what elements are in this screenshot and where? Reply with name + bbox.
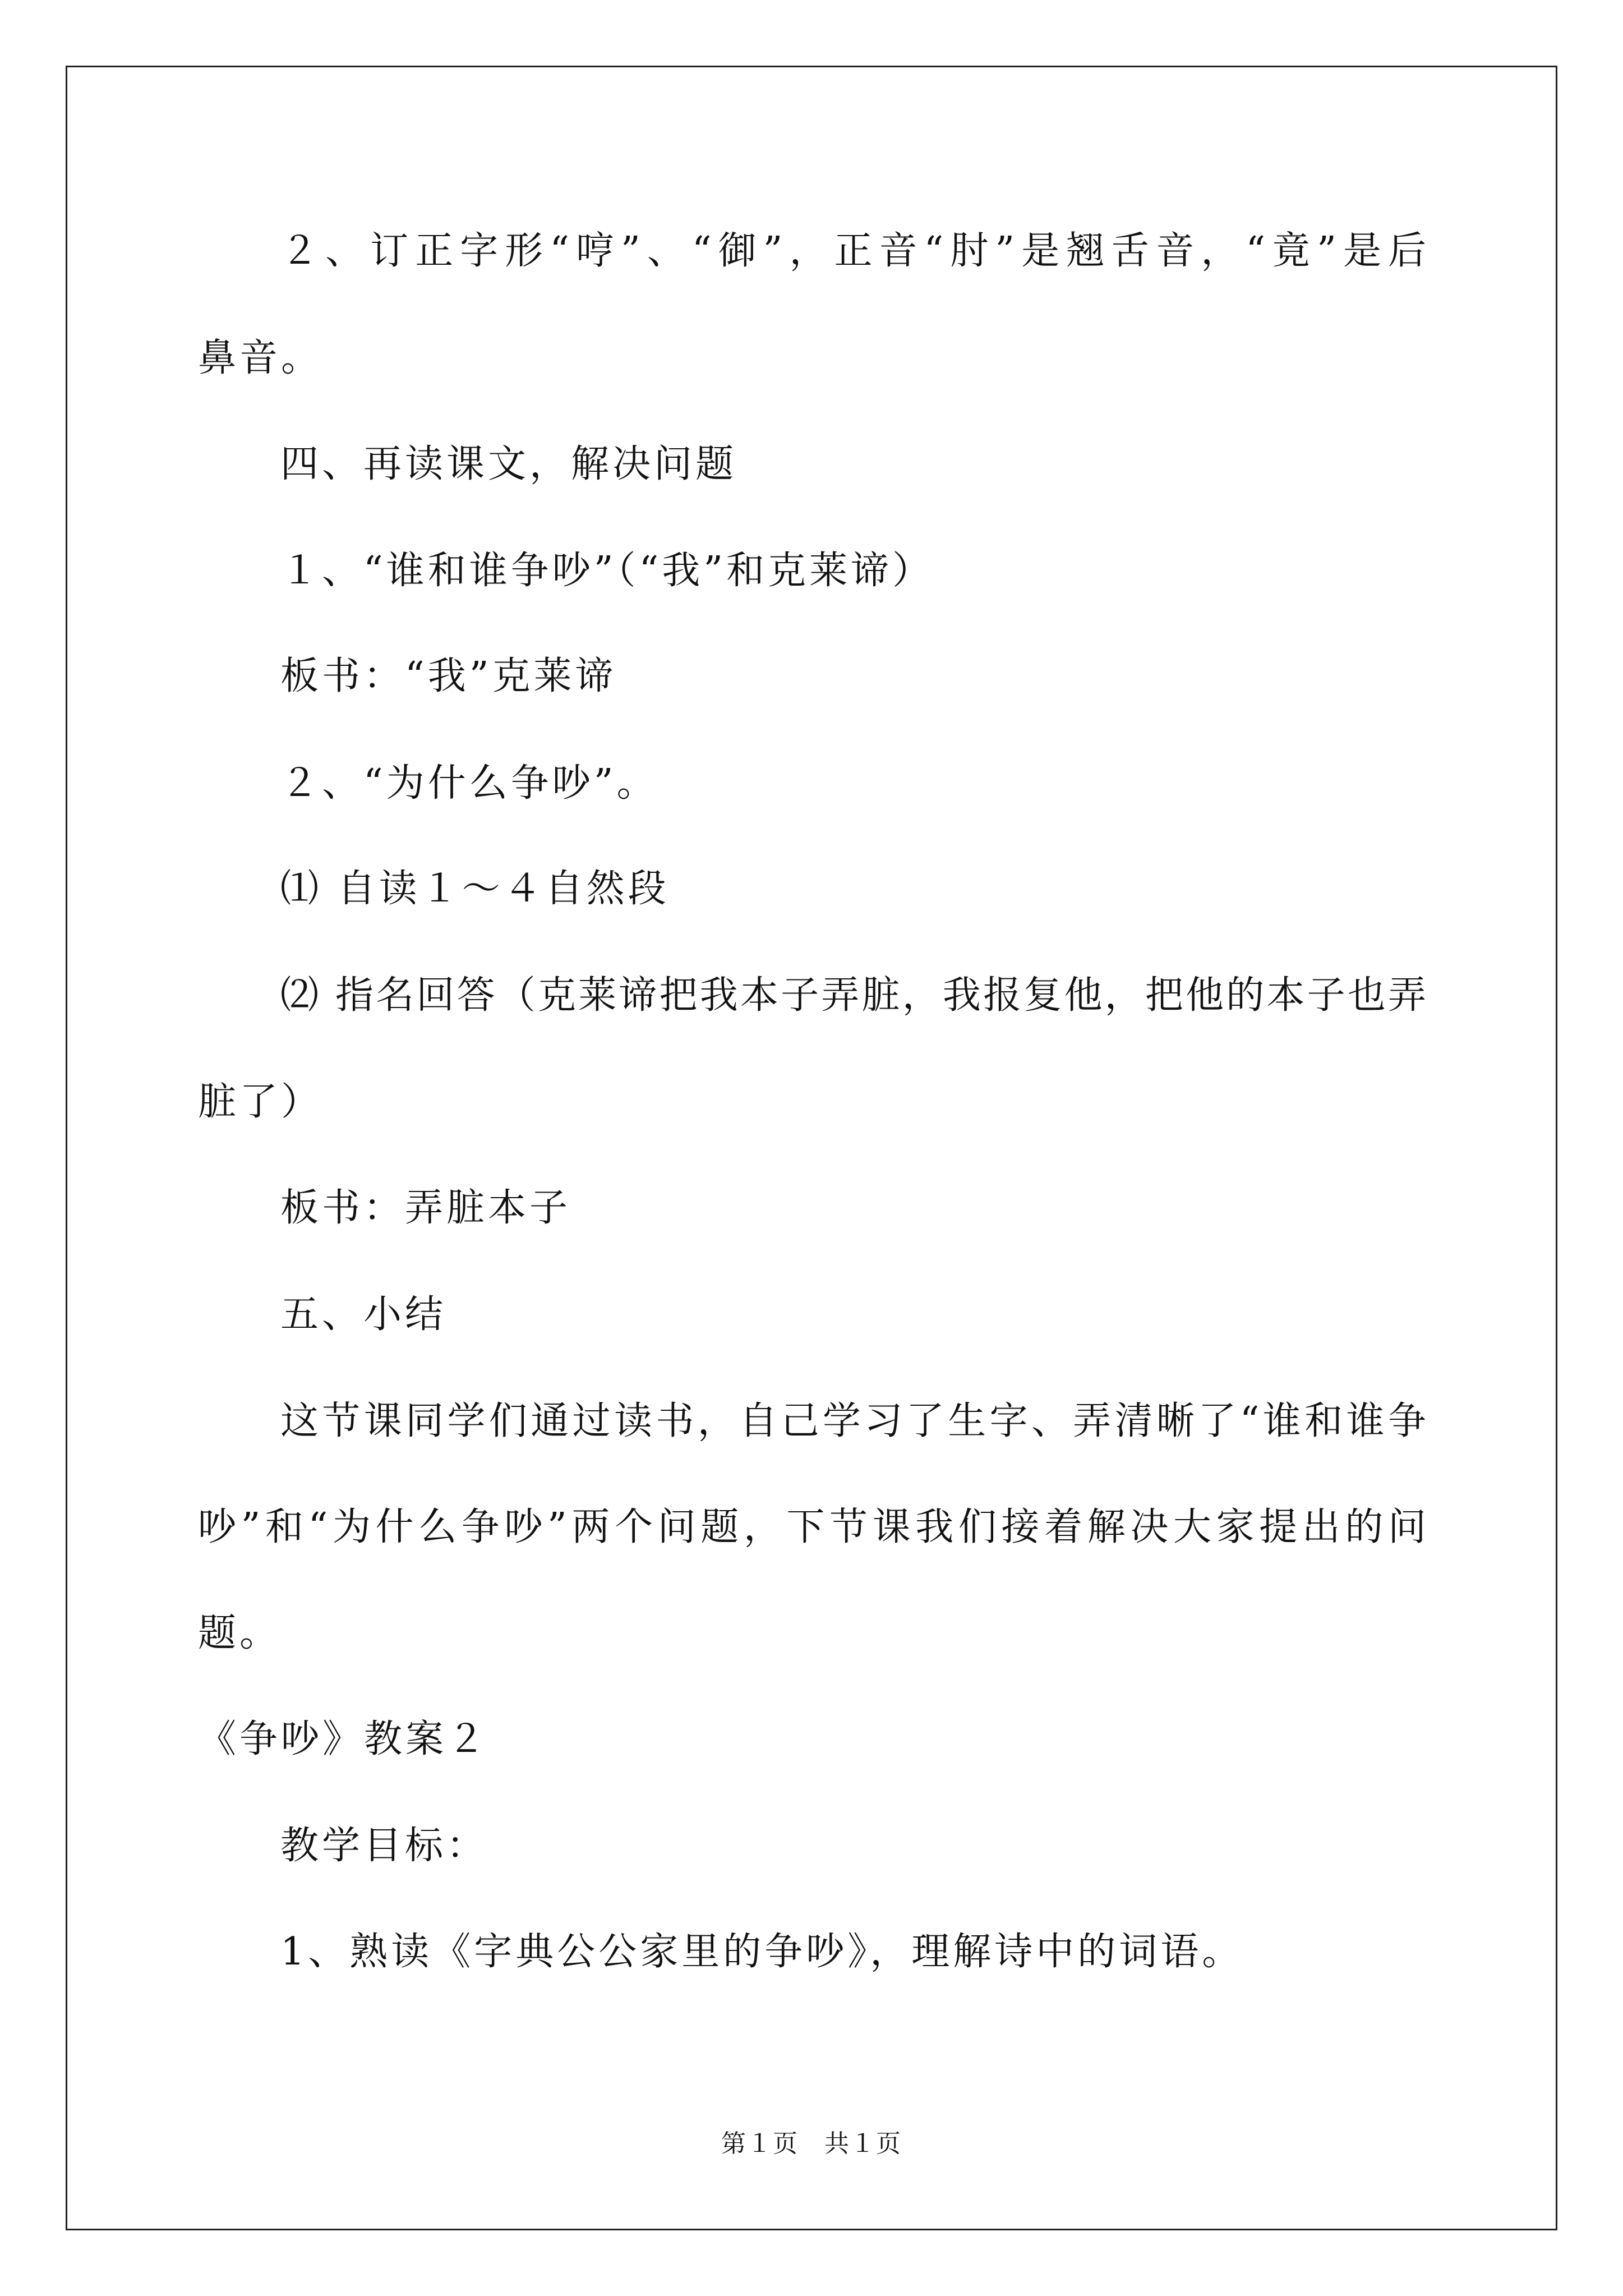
- page-footer: 第１页 共１页: [721, 2129, 902, 2158]
- paragraph-line: 脏了）: [198, 1080, 323, 1124]
- paragraph-line: 板书：“我”克莱谛: [280, 654, 617, 698]
- paragraph-line: 1、熟读《字典公公家里的争吵》，理解诗中的词语。: [280, 1930, 1244, 1974]
- page-border: [66, 66, 1557, 2230]
- paragraph-line: ２、“为什么争吵”。: [280, 761, 658, 806]
- paragraph-line: ⑴ 自读１～４自然段: [280, 867, 670, 911]
- section-heading: 五、小结: [280, 1292, 447, 1337]
- document-title: 《争吵》教案２: [198, 1717, 489, 1761]
- paragraph-line: 鼻音。: [198, 336, 323, 380]
- section-heading: 教学目标：: [280, 1824, 488, 1868]
- section-heading: 四、再读课文，解决问题: [280, 442, 737, 486]
- paragraph-line: 吵”和“为什么争吵”两个问题，下节课我们接着解决大家提出的问: [198, 1505, 1426, 1549]
- paragraph-line: 题。: [198, 1611, 282, 1655]
- paragraph-line: １、“谁和谁争吵”（“我”和克莱谛）: [280, 549, 934, 593]
- paragraph-line: ⑵ 指名回答（克莱谛把我本子弄脏，我报复他，把他的本子也弄: [280, 973, 1426, 1018]
- paragraph-line: 这节课同学们通过读书，自己学习了生字、弄清晰了“谁和谁争: [280, 1399, 1426, 1443]
- paragraph-line: ２、订正字形“哼”、“御”，正音“肘”是翘舌音，“竟”是后: [280, 229, 1426, 273]
- paragraph-line: 板书：弄脏本子: [280, 1186, 571, 1230]
